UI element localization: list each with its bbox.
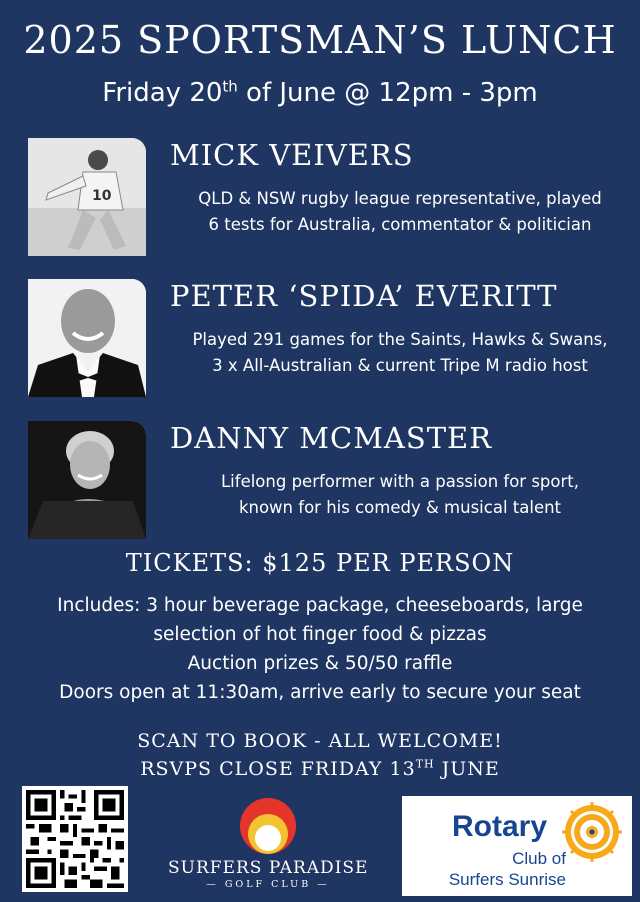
speaker-name: MICK VEIVERS (170, 138, 414, 172)
golf-club-subtitle: — GOLF CLUB — (206, 879, 330, 890)
rotary-club-logo (402, 796, 632, 896)
event-title: 2025 SPORTSMAN’S LUNCH (23, 18, 617, 62)
detail-line: selection of hot finger food & pizzas (153, 624, 487, 645)
rotary-wordmark: Rotary (452, 810, 548, 843)
event-date-prefix: Friday 20 (102, 78, 223, 108)
event-date-suffix: of June @ 12pm - 3pm (237, 78, 538, 108)
rotary-wheel-icon (560, 800, 624, 864)
speaker-mick-veivers (28, 138, 628, 258)
speaker-photo-man-in-tuxedo (28, 279, 146, 397)
call-to-action (0, 727, 640, 783)
scan-to-book-text: SCAN TO BOOK - ALL WELCOME! (137, 730, 503, 752)
event-details (20, 591, 620, 707)
speaker-peter-everitt (28, 279, 628, 399)
speaker-bio-line: Lifelong performer with a passion for sport, (220, 472, 579, 491)
speaker-bio (170, 469, 630, 521)
speaker-bio-line: 6 tests for Australia, commentator & politician (208, 215, 592, 234)
speaker-photo-performer (28, 421, 146, 539)
detail-line: Doors open at 11:30am, arrive early to secure your seat (59, 682, 581, 703)
rsvp-deadline (0, 755, 640, 783)
booking-qr-code[interactable] (22, 786, 128, 892)
rsvp-ordinal: TH (415, 757, 435, 771)
ticket-price: TICKETS: $125 PER PERSON (125, 549, 515, 577)
golf-ball-sun-icon (233, 796, 303, 858)
rsvp-prefix: RSVPS CLOSE FRIDAY 13 (140, 758, 416, 780)
golf-club-name: SURFERS PARADISE (168, 858, 369, 878)
rsvp-suffix: JUNE (434, 758, 500, 780)
svg-text:10: 10 (92, 188, 112, 204)
golf-club-subtitle-text: GOLF CLUB (224, 879, 312, 890)
speaker-photo-rugby-player (28, 138, 146, 256)
detail-line: Auction prizes & 50/50 raffle (187, 653, 453, 674)
event-date-ordinal: th (222, 77, 238, 96)
speaker-name: PETER ‘SPIDA’ EVERITT (170, 279, 558, 313)
speaker-bio-line: QLD & NSW rugby league representative, played (198, 189, 602, 208)
speaker-name: DANNY MCMASTER (170, 421, 493, 455)
rotary-club-of: Club of (512, 849, 566, 868)
speaker-bio-line: Played 291 games for the Saints, Hawks & Swans, (192, 330, 608, 349)
rotary-club-name: Surfers Sunrise (448, 870, 566, 889)
speaker-bio-line: 3 x All-Australian & current Tripe M radio host (212, 356, 588, 375)
event-date (0, 78, 640, 108)
speaker-danny-mcmaster (28, 421, 628, 541)
surfers-paradise-golf-club-logo (168, 796, 368, 896)
speaker-bio-line: known for his comedy & musical talent (238, 498, 562, 517)
speaker-bio (170, 327, 630, 379)
speaker-bio (170, 186, 630, 238)
detail-line: Includes: 3 hour beverage package, cheeseboards, large (57, 595, 583, 616)
